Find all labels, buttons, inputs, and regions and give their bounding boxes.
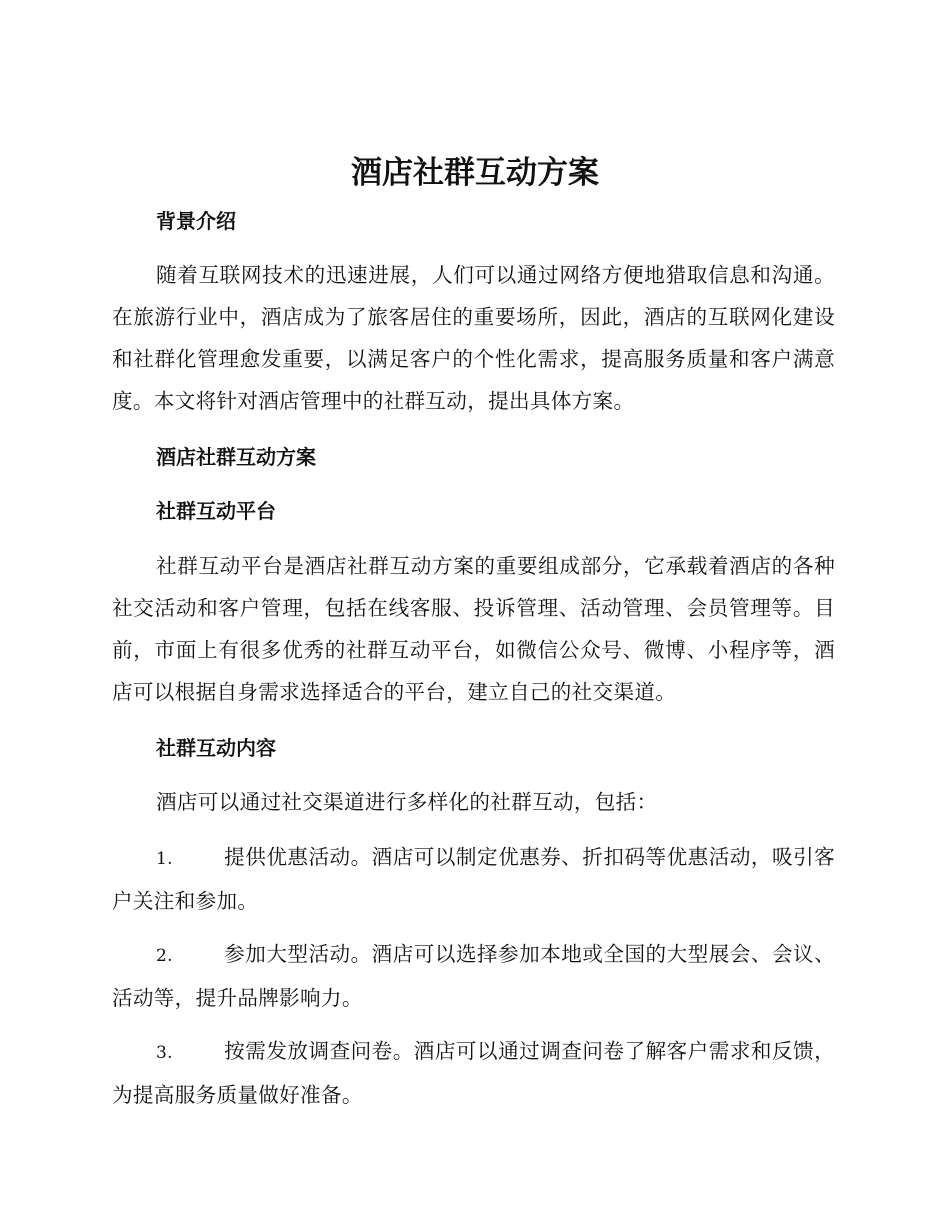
document-title: 酒店社群互动方案 <box>351 155 599 191</box>
heading-plan: 酒店社群互动方案 <box>156 445 316 469</box>
list-item-text: 提供优惠活动。酒店可以制定优惠券、折扣码等优惠活动，吸引客户关注和参加。 <box>112 845 835 913</box>
list-item-text: 按需发放调查问卷。酒店可以通过调查问卷了解客户需求和反馈，为提高服务质量做好准备。 <box>112 1039 835 1107</box>
paragraph-content-intro: 酒店可以通过社交渠道进行多样化的社群互动，包括： <box>156 790 658 814</box>
heading-platform: 社群互动平台 <box>156 499 276 523</box>
list-item <box>112 933 835 1019</box>
list-item-number: 3. <box>156 1043 173 1063</box>
list-item-number: 1. <box>156 849 173 869</box>
list-item <box>112 836 835 922</box>
paragraph-platform: 社群互动平台是酒店社群互动方案的重要组成部分，它承载着酒店的各种社交活动和客户管理，包括在线客服、投诉管理、活动管理、会员管理等。目前，市面上有很多优秀的社群互动平台，如微信公众号、微博、小程序等，酒店可以根据自身需求选择适合的平台，建立自己的社交渠道。 <box>112 554 835 704</box>
heading-background: 背景介绍 <box>156 209 236 233</box>
list-item <box>112 1030 835 1116</box>
list-item-number: 2. <box>156 946 173 966</box>
list-item-text: 参加大型活动。酒店可以选择参加本地或全国的大型展会、会议、活动等，提升品牌影响力。 <box>112 942 835 1010</box>
heading-content: 社群互动内容 <box>156 736 276 760</box>
paragraph-background: 随着互联网技术的迅速进展，人们可以通过网络方便地猎取信息和沟通。在旅游行业中，酒店成为了旅客居住的重要场所，因此，酒店的互联网化建设和社群化管理愈发重要，以满足客户的个性化需求，提高服务质量和客户满意度。本文将针对酒店管理中的社群互动，提出具体方案。 <box>112 263 835 413</box>
